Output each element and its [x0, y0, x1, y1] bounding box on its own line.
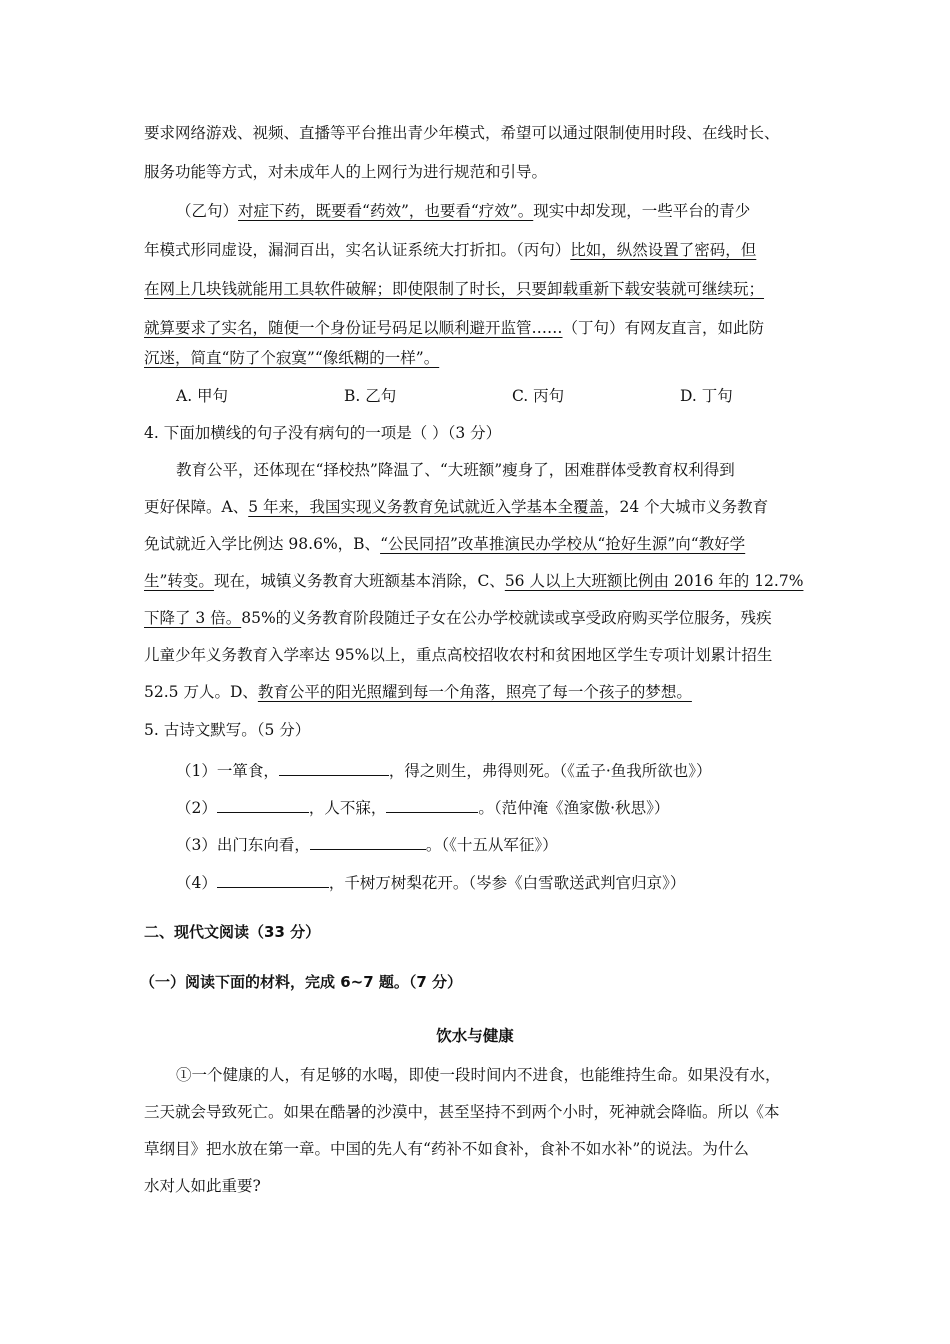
text-span: 。（范仲淹《渔家傲·秋思》） — [478, 799, 670, 817]
answer-blank[interactable] — [217, 796, 309, 813]
text-span: 现在，城镇义务教育大班额基本消除，C、 — [213, 572, 505, 590]
recitation-item-4 — [176, 871, 685, 893]
paragraph-line: 水对人如此重要? — [144, 1177, 261, 1195]
answer-blank[interactable] — [310, 833, 426, 850]
recitation-item-3 — [176, 833, 558, 855]
text-span: 免试就近入学比例达 98.6%，B、 — [144, 535, 381, 553]
underlined-sentence: 就算要求了实名，随便一个身份证号码足以顺利避开监管…… — [144, 319, 563, 337]
underlined-sentence-b: 生”转变。 — [144, 572, 214, 590]
text-span: ，得之则生，弗得则死。（《孟子·鱼我所欲也》） — [388, 762, 712, 780]
question-stem: 4. 下面加横线的句子没有病句的一项是（ ）（3 分） — [144, 424, 502, 442]
underlined-sentence-d: 教育公平的阳光照耀到每一个角落，照亮了每一个孩子的梦想。 — [257, 683, 692, 701]
text-line: 教育公平，还体现在“择校热”降温了、“大班额”瘦身了，困难群体受教育权利得到 — [176, 461, 735, 479]
section-heading: 二、现代文阅读（33 分） — [144, 923, 321, 941]
article-title: 饮水与健康 — [436, 1027, 514, 1045]
option-b[interactable]: B. 乙句 — [344, 387, 397, 405]
underlined-sentence: 比如，纵然设置了密码，但 — [570, 241, 757, 259]
text-span: ，千树万树梨花开。（岑参《白雪歌送武判官归京》） — [328, 874, 686, 892]
text-span: ，人不寐， — [308, 799, 387, 817]
text-line — [144, 608, 772, 628]
option-c[interactable]: C. 丙句 — [512, 387, 565, 405]
text-line — [144, 318, 764, 338]
subsection-heading: （一）阅读下面的材料，完成 6~7 题。（7 分） — [140, 973, 463, 991]
text-line — [144, 571, 803, 591]
paragraph-line: ①一个健康的人，有足够的水喝，即使一段时间内不进食，也能维持生命。如果没有水， — [176, 1066, 781, 1084]
text-line — [176, 201, 750, 221]
text-line: 服务功能等方式，对未成年人的上网行为进行规范和引导。 — [144, 163, 548, 181]
text-span: （丁句）有网友直言，如此防 — [562, 319, 765, 337]
recitation-item-1 — [176, 759, 712, 781]
text-span: 更好保障。A、 — [144, 498, 249, 516]
text-line: 儿童少年义务教育入学率达 95%以上，重点高校招收农村和贫困地区学生专项计划累计招生 — [144, 646, 773, 664]
text-line — [144, 534, 745, 554]
text-span: 年模式形同虚设，漏洞百出，实名认证系统大打折扣。（丙句） — [144, 241, 571, 259]
question-stem: 5. 古诗文默写。（5 分） — [144, 721, 311, 739]
underlined-sentence-b: “公民同招”改革推演民办学校从“抢好生源”向“教好学 — [380, 535, 746, 553]
text-line: 要求网络游戏、视频、直播等平台推出青少年模式，希望可以通过限制使用时段、在线时长、 — [144, 124, 780, 142]
underlined-sentence-c: 下降了 3 倍。 — [144, 609, 242, 627]
underlined-sentence-a: 5 年来，我国实现义务教育免试就近入学基本全覆盖 — [248, 498, 604, 516]
underlined-sentence: 在网上几块钱就能用工具软件破解；即使限制了时长，只要卸载重新下载安装就可继续玩； — [144, 280, 765, 298]
recitation-item-2 — [176, 796, 669, 818]
option-d[interactable]: D. 丁句 — [680, 387, 733, 405]
text-span: （2） — [176, 799, 217, 817]
text-span: 。（《十五从军征》） — [425, 836, 558, 854]
sentence-label: （乙句） — [176, 202, 239, 220]
text-span: （4） — [176, 874, 217, 892]
text-span: 现实中却发现，一些平台的青少 — [533, 202, 751, 220]
answer-blank[interactable] — [217, 871, 329, 888]
underlined-sentence: 对症下药，既要看“药效”，也要看“疗效”。 — [238, 202, 534, 220]
text-span: 52.5 万人。D、 — [144, 683, 258, 701]
paragraph-line: 草纲目》把水放在第一章。中国的先人有“药补不如食补，食补不如水补”的说法。为什么 — [144, 1140, 749, 1158]
option-a[interactable]: A. 甲句 — [176, 387, 229, 405]
text-span: （1）一箪食， — [176, 762, 279, 780]
answer-blank[interactable] — [279, 759, 389, 776]
text-line — [144, 497, 768, 517]
text-line — [144, 682, 692, 702]
text-line — [144, 240, 756, 260]
answer-blank[interactable] — [386, 796, 478, 813]
underlined-sentence-c: 56 人以上大班额比例由 2016 年的 12.7% — [504, 572, 804, 590]
text-span: 85%的义务教育阶段随迁子女在公办学校就读或享受政府购买学位服务，残疾 — [241, 609, 772, 627]
paragraph-line: 三天就会导致死亡。如果在酷暑的沙漠中，甚至坚持不到两个小时，死神就会降临。所以《本 — [144, 1103, 780, 1121]
underlined-sentence: 沉迷，简直“防了个寂寞”“像纸糊的一样”。 — [144, 349, 440, 367]
text-span: ，24 个大城市义务教育 — [604, 498, 769, 516]
text-span: （3）出门东向看， — [176, 836, 310, 854]
